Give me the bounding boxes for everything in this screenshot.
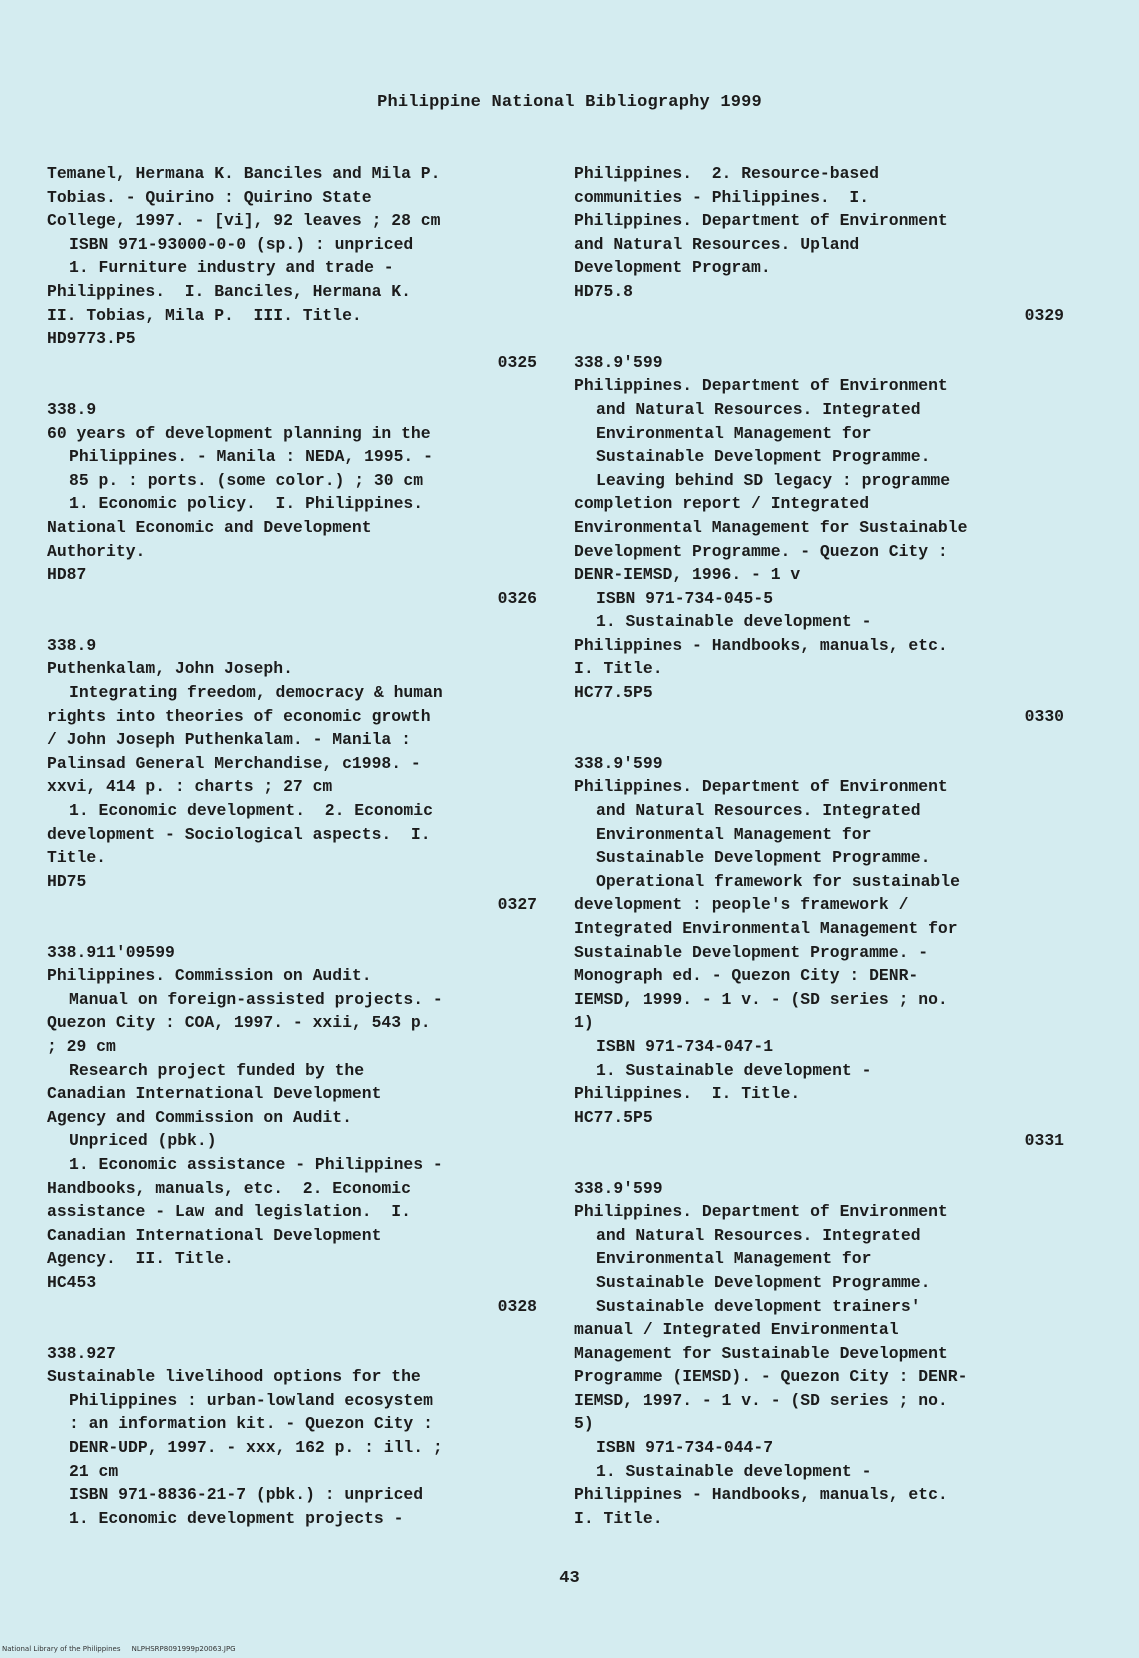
entry-line: Temanel, Hermana K. Banciles and Mila P. xyxy=(47,164,441,183)
entry-spacer xyxy=(574,728,1064,752)
entry-number: 0325 xyxy=(497,352,537,372)
entry-line: Philippines - Handbooks, manuals, etc. xyxy=(574,635,948,655)
entry-line: I. Title. xyxy=(574,1508,663,1528)
bibliographic-entry xyxy=(47,398,537,634)
entry-line: Operational framework for sustainable xyxy=(596,871,960,891)
entry-line: 338.9'599 xyxy=(574,753,663,773)
entry-line: 1. Furniture industry and trade - xyxy=(69,258,394,278)
entry-line: 1. Sustainable development - xyxy=(596,1461,872,1481)
entry-line: Philippines. Department of Environment xyxy=(574,211,948,231)
entry-line: HC77.5P5 xyxy=(574,1107,653,1127)
entry-line: 1. Economic development projects - xyxy=(69,1508,404,1528)
entry-line: IEMSD, 1997. - 1 v. - (SD series ; no. xyxy=(574,1390,948,1410)
entry-line: development : people's framework / xyxy=(574,895,909,915)
entry-line: Handbooks, manuals, etc. 2. Economic xyxy=(47,1178,411,1198)
entry-line: Philippines. 2. Resource-based xyxy=(574,164,879,183)
entry-line: ISBN 971-8836-21-7 (pbk.) : unpriced xyxy=(69,1485,424,1505)
page-number: 43 xyxy=(559,1569,580,1588)
entry-line: HC453 xyxy=(47,1272,97,1292)
bibliographic-entry xyxy=(47,1342,537,1531)
entry-line: 338.927 xyxy=(47,1343,116,1363)
entry-line: Unpriced (pbk.) xyxy=(69,1131,217,1151)
entry-line: 338.9 xyxy=(47,635,97,655)
entry-line: 1. Sustainable development - xyxy=(596,1060,872,1080)
bibliographic-entry xyxy=(574,351,1064,752)
entry-line: rights into theories of economic growth xyxy=(47,706,431,726)
entry-line: Philippines. Department of Environment xyxy=(574,376,948,396)
bibliographic-entry xyxy=(47,941,537,1342)
entry-spacer xyxy=(574,1153,1064,1177)
entry-line: College, 1997. - [vi], 92 leaves ; 28 cm xyxy=(47,211,441,231)
entry-line: Canadian International Development xyxy=(47,1225,382,1245)
entry-line: Agency. II. Title. xyxy=(47,1249,234,1269)
entry-line: 1) xyxy=(574,1013,594,1033)
entry-line: 1. Economic development. 2. Economic xyxy=(69,801,433,821)
entry-line: Sustainable Development Programme. xyxy=(596,447,931,467)
entry-spacer xyxy=(47,610,537,634)
scan-footer: National Library of the Philippines NLPHSRP8091999p20063.JPG xyxy=(2,1645,236,1653)
entry-line: Philippines. - Manila : NEDA, 1995. - xyxy=(69,447,433,467)
entry-spacer xyxy=(574,327,1064,351)
entry-line: Canadian International Development xyxy=(47,1084,382,1104)
entry-line: ISBN 971-734-045-5 xyxy=(596,588,774,608)
entry-line: xxvi, 414 p. : charts ; 27 cm xyxy=(47,777,333,797)
entry-line: development - Sociological aspects. I. xyxy=(47,824,431,844)
right-column xyxy=(574,162,1064,1530)
entry-line: assistance - Law and legislation. I. xyxy=(47,1202,411,1222)
entry-line: and Natural Resources. Upland xyxy=(574,234,860,254)
entry-line: Manual on foreign-assisted projects. - xyxy=(69,989,443,1009)
entry-line: Palinsad General Merchandise, c1998. - xyxy=(47,753,421,773)
entry-line: Sustainable development trainers' xyxy=(596,1296,921,1316)
entry-line: and Natural Resources. Integrated xyxy=(596,801,921,821)
entry-line: National Economic and Development xyxy=(47,517,372,537)
entry-line: Tobias. - Quirino : Quirino State xyxy=(47,187,372,207)
entry-line: Title. xyxy=(47,848,107,868)
entry-line: / John Joseph Puthenkalam. - Manila : xyxy=(47,730,411,750)
entry-line: Environmental Management for Sustainable xyxy=(574,517,968,537)
entry-line: HD75 xyxy=(47,871,87,891)
entry-number: 0326 xyxy=(497,588,537,608)
bibliographic-entry xyxy=(47,634,537,941)
entry-line: Philippines. Department of Environment xyxy=(574,777,948,797)
entry-line: Environmental Management for xyxy=(596,824,872,844)
entry-line: Leaving behind SD legacy : programme xyxy=(596,470,951,490)
entry-line: HD87 xyxy=(47,565,87,585)
left-column xyxy=(47,162,537,1530)
entry-line: Integrating freedom, democracy & human xyxy=(69,683,443,703)
entry-line: ISBN 971-93000-0-0 (sp.) : unpriced xyxy=(69,234,414,254)
entry-number: 0329 xyxy=(1024,305,1064,325)
entry-line: 85 p. : ports. (some color.) ; 30 cm xyxy=(69,470,424,490)
bibliographic-entry xyxy=(574,752,1064,1177)
entry-line: II. Tobias, Mila P. III. Title. xyxy=(47,305,362,325)
entry-line: Philippines. Department of Environment xyxy=(574,1202,948,1222)
entry-line: Sustainable Development Programme. xyxy=(596,848,931,868)
entry-line: completion report / Integrated xyxy=(574,494,870,514)
entry-number: 0328 xyxy=(497,1296,537,1316)
entry-line: 1. Economic assistance - Philippines - xyxy=(69,1154,443,1174)
entry-line: Environmental Management for xyxy=(596,1249,872,1269)
entry-line: Puthenkalam, John Joseph. xyxy=(47,659,293,679)
entry-line: 338.9 xyxy=(47,399,97,419)
entry-spacer xyxy=(47,917,537,941)
entry-line: Philippines. I. Banciles, Hermana K. xyxy=(47,281,411,301)
entry-line: Sustainable Development Programme. - xyxy=(574,942,929,962)
entry-number: 0327 xyxy=(497,895,537,915)
entry-line: and Natural Resources. Integrated xyxy=(596,399,921,419)
entry-line: Integrated Environmental Management for xyxy=(574,919,958,938)
entry-line: Agency and Commission on Audit. xyxy=(47,1107,352,1127)
entry-spacer xyxy=(47,374,537,398)
entry-line: Quezon City : COA, 1997. - xxii, 543 p. xyxy=(47,1013,431,1033)
entry-spacer xyxy=(47,1318,537,1342)
entry-line: manual / Integrated Environmental xyxy=(574,1320,899,1340)
entry-line: Philippines. Commission on Audit. xyxy=(47,966,372,986)
page-title: Philippine National Bibliography 1999 xyxy=(377,93,762,112)
entry-line: HD9773.P5 xyxy=(47,329,136,349)
entry-line: DENR-UDP, 1997. - xxx, 162 p. : ill. ; xyxy=(69,1438,443,1458)
entry-line: Management for Sustainable Development xyxy=(574,1343,948,1363)
bibliographic-entry xyxy=(47,162,537,398)
entry-line: Research project funded by the xyxy=(69,1060,365,1080)
entry-number: 0330 xyxy=(1024,706,1064,726)
entry-line: HD75.8 xyxy=(574,281,634,301)
entry-number: 0331 xyxy=(1024,1131,1064,1151)
entry-line: 1. Sustainable development - xyxy=(596,612,872,632)
entry-line: Sustainable Development Programme. xyxy=(596,1272,931,1292)
entry-line: Environmental Management for xyxy=(596,423,872,443)
entry-line: 21 cm xyxy=(69,1461,119,1481)
bibliographic-entry xyxy=(574,162,1064,351)
entry-line: 60 years of development planning in the xyxy=(47,423,431,443)
entry-line: I. Title. xyxy=(574,659,663,679)
entry-line: : an information kit. - Quezon City : xyxy=(69,1414,433,1434)
entry-line: communities - Philippines. I. xyxy=(574,187,870,207)
entry-line: 1. Economic policy. I. Philippines. xyxy=(69,494,424,514)
entry-line: Monograph ed. - Quezon City : DENR- xyxy=(574,966,919,986)
entry-line: 5) xyxy=(574,1414,594,1434)
entry-line: DENR-IEMSD, 1996. - 1 v xyxy=(574,565,801,585)
entry-line: Development Program. xyxy=(574,258,771,278)
entry-line: 338.9'599 xyxy=(574,1178,663,1198)
entry-line: ISBN 971-734-044-7 xyxy=(596,1438,774,1458)
entry-line: Philippines - Handbooks, manuals, etc. xyxy=(574,1485,948,1505)
entry-line: HC77.5P5 xyxy=(574,683,653,703)
entry-line: 338.911'09599 xyxy=(47,942,175,962)
entry-line: Philippines : urban-lowland ecosystem xyxy=(69,1390,433,1410)
entry-line: Development Programme. - Quezon City : xyxy=(574,541,948,561)
entry-line: Programme (IEMSD). - Quezon City : DENR- xyxy=(574,1367,968,1387)
entry-line: ; 29 cm xyxy=(47,1036,116,1056)
entry-line: and Natural Resources. Integrated xyxy=(596,1225,921,1245)
bibliographic-entry xyxy=(574,1177,1064,1531)
entry-line: IEMSD, 1999. - 1 v. - (SD series ; no. xyxy=(574,989,948,1009)
entry-line: Sustainable livelihood options for the xyxy=(47,1367,421,1387)
entry-line: Philippines. I. Title. xyxy=(574,1084,801,1104)
entry-line: 338.9'599 xyxy=(574,352,663,372)
entry-line: ISBN 971-734-047-1 xyxy=(596,1036,774,1056)
entry-line: Authority. xyxy=(47,541,146,561)
